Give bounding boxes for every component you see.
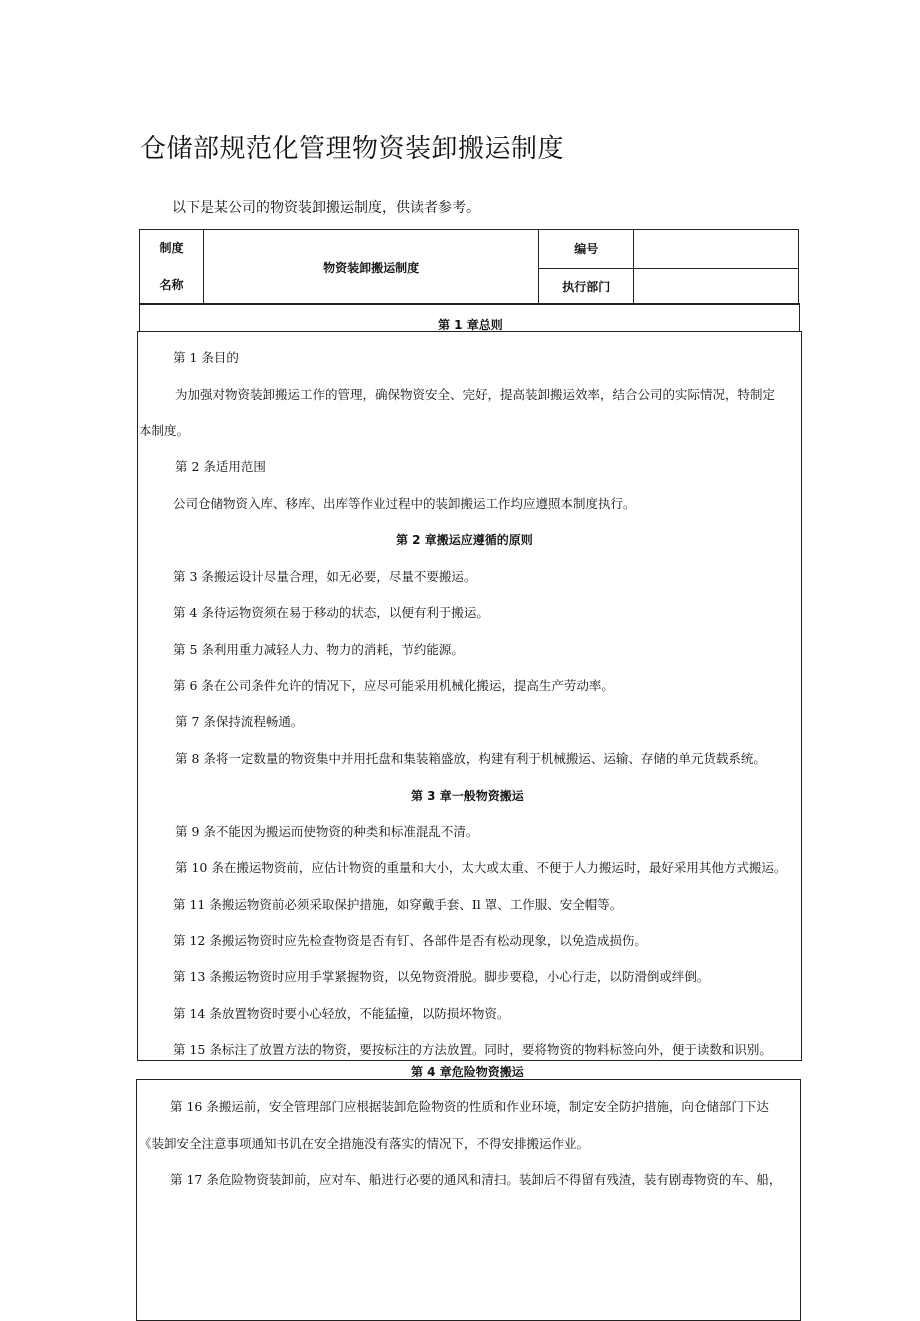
regulation-name-label-line1: 制度 <box>159 241 184 255</box>
article-7: 第 7 条保持流程畅通。 <box>175 714 304 729</box>
article-2-body: 公司仓储物资入库、移库、出库等作业过程中的装卸搬运工作均应遵照本制度执行。 <box>173 496 636 511</box>
article-2-title: 第 2 条适用范围 <box>175 459 266 474</box>
department-label: 执行部门 <box>539 268 634 305</box>
article-3: 第 3 条搬运设计尽量合理，如无必要，尽量不要搬运。 <box>173 569 477 584</box>
regulation-name-label-line2: 名称 <box>159 278 184 292</box>
chapter-1-heading: 第 1 章总则 <box>438 318 503 332</box>
article-1-body-line1: 为加强对物资装卸搬运工作的管理，确保物资安全、完好，提高装卸搬运效率，结合公司的实际情况，特制定 <box>175 387 776 402</box>
department-value <box>634 268 799 305</box>
article-15: 第 15 条标注了放置方法的物资，要按标注的方法放置。同时，要将物资的物料标签向外，便于读数和识别。 <box>173 1042 772 1057</box>
article-5: 第 5 条利用重力减轻人力、物力的消耗，节约能源。 <box>173 642 464 657</box>
content-frame-main <box>137 331 802 1061</box>
chapter-3-heading: 第 3 章一般物资搬运 <box>411 789 524 803</box>
article-8: 第 8 条将一定数量的物资集中并用托盘和集装箱盛放，构建有利于机械搬运、运输、存储的单元货载系统。 <box>175 751 766 766</box>
article-9: 第 9 条不能因为搬运而使物资的种类和标准混乱不清。 <box>175 824 479 839</box>
article-16-line2: 《装卸安全注意事项通知书讥在安全措施没有落实的情况下，不得安排搬运作业。 <box>139 1136 590 1151</box>
article-6: 第 6 条在公司条件允许的情况下，应尽可能采用机械化搬运，提高生产劳动率。 <box>173 678 614 693</box>
article-10: 第 10 条在搬运物资前，应估计物资的重量和大小，太大或太重、不便于人力搬运时，最好采用其他方式搬运。 <box>175 860 787 875</box>
article-1-body-line2: 本制度。 <box>139 423 190 438</box>
number-value <box>634 230 799 269</box>
article-14: 第 14 条放置物资时要小心轻放，不能猛撞，以防损坏物资。 <box>173 1006 510 1021</box>
chapter-4-heading: 第 4 章危险物资搬运 <box>411 1065 524 1079</box>
regulation-name-value: 物资装卸搬运制度 <box>203 230 538 305</box>
intro-text: 以下是某公司的物资装卸搬运制度，供读者参考。 <box>172 200 480 216</box>
article-13: 第 13 条搬运物资时应用手掌紧握物资，以免物资滑脱。脚步要稳，小心行走，以防滑倒或绊倒。 <box>173 969 710 984</box>
article-4: 第 4 条待运物资须在易于移动的状态，以便有利于搬运。 <box>173 605 489 620</box>
chapter-2-heading: 第 2 章搬运应遵循的原则 <box>396 533 533 547</box>
article-12: 第 12 条搬运物资时应先检查物资是否有钉、各部件是否有松动现象，以免造成损伤。 <box>173 933 647 948</box>
page-title: 仓储部规范化管理物资装卸搬运制度 <box>140 134 565 164</box>
article-1-title: 第 1 条目的 <box>173 350 239 365</box>
number-label: 编号 <box>539 230 634 269</box>
article-11: 第 11 条搬运物资前必须采取保护措施，如穿戴手套、Il 罩、工作服、安全帽等。 <box>173 897 623 912</box>
regulation-name-label <box>140 230 204 305</box>
content-frame-chapter-4 <box>136 1079 801 1321</box>
article-16-line1: 第 16 条搬运前，安全管理部门应根据装卸危险物资的性质和作业环境，制定安全防护措施，向仓储部门下达 <box>170 1099 769 1114</box>
regulation-header-table <box>139 229 799 305</box>
article-17: 第 17 条危险物资装卸前，应对车、船进行必要的通风和清扫。装卸后不得留有残渣，装有剧毒物资的车、船， <box>170 1172 782 1187</box>
